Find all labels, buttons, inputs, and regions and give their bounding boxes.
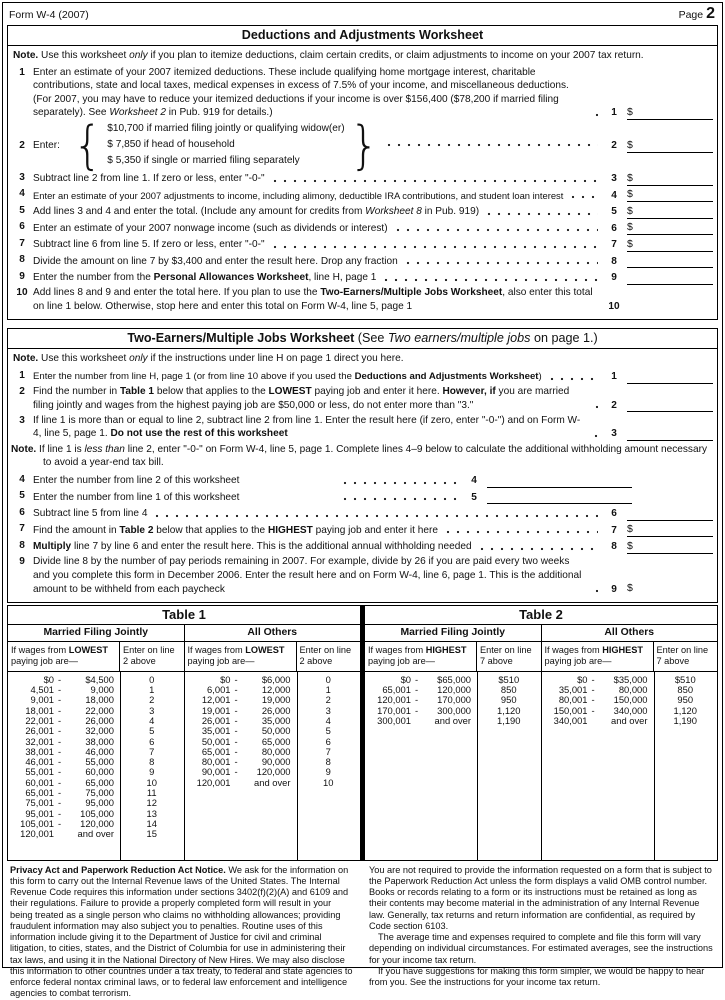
enter-column-header: Enter on line 2 above bbox=[123, 644, 175, 666]
ws2-line-3-entry[interactable] bbox=[627, 426, 713, 441]
page-header bbox=[6, 5, 719, 25]
wages-column-header: If wages from LOWEST paying job are— bbox=[8, 642, 120, 671]
table-2-mfj-header: Married Filing Jointly bbox=[365, 625, 542, 641]
table-row: 300,001 and over 1,190 bbox=[377, 714, 521, 726]
table-row: $0 - $6,000 0 bbox=[220, 673, 331, 685]
deductions-worksheet-title: Deductions and Adjustments Worksheet bbox=[8, 26, 717, 46]
dot-leader bbox=[477, 547, 598, 551]
ws2-line-8-entry[interactable]: $ bbox=[627, 539, 713, 554]
ws1-line-7-entry[interactable]: $ bbox=[627, 237, 713, 252]
table-row: 6,001 - 12,000 1 bbox=[207, 684, 331, 696]
ws1-line-3-entry[interactable]: $ bbox=[627, 171, 713, 186]
left-brace: { bbox=[73, 114, 103, 175]
deductions-note: Note. Use this worksheet only if you plan to itemize deductions, claim certain credits, or claim adjustments to income on your 2007 tax return. bbox=[13, 50, 644, 61]
dot-leader bbox=[591, 434, 598, 438]
ws2-line-4: 4 Enter the number from line 2 of this worksheet 4 bbox=[11, 473, 713, 488]
wages-column-header: If wages from HIGHEST paying job are— bbox=[542, 642, 654, 671]
two-earners-worksheet-title: Two-Earners/Multiple Jobs Worksheet (See Two earners/multiple jobs on page 1.) bbox=[8, 329, 717, 349]
ws1-line-7: 7 Subtract line 6 from line 5. If zero or less, enter "-0-" 7 $ bbox=[11, 237, 713, 252]
form-page bbox=[2, 2, 723, 999]
table-1-mfj bbox=[8, 642, 185, 860]
footer-notices bbox=[6, 861, 719, 1000]
table-row: 38,001 - 46,000 7 bbox=[25, 745, 155, 757]
table-row: 95,001 - 105,000 13 bbox=[25, 807, 157, 819]
dot-leader bbox=[270, 245, 598, 249]
dot-leader bbox=[384, 143, 598, 147]
wages-column-header: If wages from LOWEST paying job are— bbox=[185, 642, 297, 671]
page-indicator bbox=[679, 5, 715, 23]
table-2 bbox=[365, 606, 717, 860]
dot-leader bbox=[393, 228, 598, 232]
table-1-mfj-header: Married Filing Jointly bbox=[8, 625, 185, 641]
table-row: 22,001 - 26,000 4 bbox=[25, 714, 155, 726]
ws2-line-8: 8 Multiply line 7 by line 6 and enter the result here. This is the additional annual withholding needed 8 $ bbox=[11, 539, 713, 554]
table-row: 340,001 and over 1,190 bbox=[553, 714, 697, 726]
dot-leader bbox=[484, 212, 598, 216]
dot-leader bbox=[592, 589, 598, 593]
table-row: 26,001 - 35,000 4 bbox=[201, 714, 331, 726]
table-2-others bbox=[542, 642, 718, 860]
table-row: $0 - $65,000 $510 bbox=[400, 673, 520, 685]
ws1-line-6: 6 Enter an estimate of your 2007 nonwage income (such as dividends or interest) 6 $ bbox=[11, 220, 713, 235]
ws2-line-4-entry[interactable] bbox=[487, 473, 632, 488]
table-row: 65,001 - 80,000 7 bbox=[201, 745, 331, 757]
table-row: 80,001 - 90,000 8 bbox=[201, 756, 331, 768]
two-earners-worksheet bbox=[7, 328, 718, 603]
ws1-line-2-options: $10,700 if married filing jointly or qualifying widow(er) $ 7,850 if head of household $ 5,350 if single or married filing separately bbox=[107, 123, 345, 167]
enter-column-header: Enter on line 7 above bbox=[480, 644, 532, 666]
table-row: 55,001 - 60,000 9 bbox=[25, 766, 155, 778]
dot-leader bbox=[270, 179, 598, 183]
ws2-line-2: 2 Find the number in Table 1 below that applies to the LOWEST paying job and enter it here. However, if you are married filing jointly and wages from the highest paying job are $50,000 or less, do not enter more than "3." 2 bbox=[11, 385, 713, 412]
ws1-line-6-entry[interactable]: $ bbox=[627, 220, 713, 235]
dot-leader bbox=[381, 278, 598, 282]
ws2-line-9: 9 Divide line 8 by the number of pay periods remaining in 2007. For example, divide by 26 if you are paid every two weeks and you complete this form in December 2006. Enter the result here and on Form W-4, line 6, page 1. This is the additional amount to be withheld from each paycheck 9 $ bbox=[11, 555, 713, 596]
table-row: 150,001 - 340,000 1,120 bbox=[553, 704, 697, 716]
ws1-line-9: 9 Enter the number from the Personal Allowances Worksheet, line H, page 1 9 bbox=[11, 270, 713, 285]
dot-leader bbox=[592, 405, 598, 409]
ws2-line-1: 1 Enter the number from line H, page 1 (or from line 10 above if you used the Deductions and Adjustments Worksheet) 1 bbox=[11, 369, 713, 384]
ws1-line-9-entry[interactable] bbox=[627, 270, 713, 285]
dot-leader bbox=[340, 481, 458, 485]
dot-leader bbox=[568, 195, 598, 199]
page-word: Page bbox=[678, 9, 704, 21]
table-row: 9,001 - 18,000 2 bbox=[30, 694, 155, 706]
right-brace: } bbox=[349, 114, 379, 175]
dot-leader bbox=[403, 261, 598, 265]
table-row: $0 - $4,500 0 bbox=[43, 673, 155, 685]
ws2-line-7-entry[interactable]: $ bbox=[627, 522, 713, 537]
table-row: 120,001 and over 10 bbox=[196, 776, 334, 788]
ws1-line-8: 8 Divide the amount on line 7 by $3,400 and enter the result here. Drop any fraction 8 bbox=[11, 253, 713, 268]
ws2-line-1-entry[interactable] bbox=[627, 369, 713, 384]
ws1-line-1-entry[interactable]: $ bbox=[627, 105, 713, 120]
table-row: 90,001 - 120,000 9 bbox=[201, 766, 331, 778]
ws2-line-6-entry[interactable] bbox=[627, 506, 713, 521]
table-row: 120,001 and over 15 bbox=[20, 828, 157, 840]
two-earners-note: Note. Use this worksheet only if the instructions under line H on page 1 direct you here. bbox=[13, 353, 404, 365]
table-row: 65,001 - 120,000 850 bbox=[382, 684, 517, 696]
table-1-others bbox=[185, 642, 361, 860]
table-row: 19,001 - 26,000 3 bbox=[201, 704, 331, 716]
page-number: 2 bbox=[706, 5, 715, 22]
table-row: 60,001 - 65,000 10 bbox=[25, 776, 157, 788]
ws1-line-2-entry[interactable]: $ bbox=[627, 138, 713, 153]
table-row: 4,501 - 9,000 1 bbox=[30, 684, 155, 696]
table-row: 26,001 - 32,000 5 bbox=[25, 725, 155, 737]
enter-column-header: Enter on line 7 above bbox=[656, 644, 709, 666]
enter-column-header: Enter on line 2 above bbox=[299, 644, 352, 666]
table-1-others-header: All Others bbox=[247, 626, 298, 638]
ws1-line-8-entry[interactable] bbox=[627, 253, 713, 268]
ws1-line-10: 10 Add lines 8 and 9 and enter the total here. If you plan to use the Two-Earners/Multiple Jobs Worksheet, also enter this total on line 1 below. Otherwise, stop here and enter this total on Form W-4, line 5, page 1 10 bbox=[11, 286, 713, 313]
table-row: 120,001 - 170,000 950 bbox=[377, 694, 517, 706]
ws2-line-5-entry[interactable] bbox=[487, 489, 632, 504]
table-1-title: Table 1 bbox=[8, 606, 360, 625]
tables-section bbox=[7, 605, 718, 861]
two-earners-note-2: Note. If line 1 is less than line 2, enter "-0-" on Form W-4, line 5, page 1. Complete lines 4–9 below to calculate the additional withholding amount necessary to avoid a year-end tax bill. bbox=[11, 444, 707, 469]
table-2-mfj bbox=[365, 642, 542, 860]
ws1-line-3: 3 Subtract line 2 from line 1. If zero or less, enter "-0-" 3 $ bbox=[11, 171, 713, 186]
privacy-act-notice: Privacy Act and Paperwork Reduction Act Notice. We ask for the information on this form to carry out the Internal Revenue laws of the United States. The Internal Revenue Code requires this information under sections 3402(f)(2)(A) and 6109 and their regulations. Failure to provide a properly completed form will result in your being treated as a single person who claims no withholding allowances; providing fraudulent information may also subject you to penalties. Routine uses of this information include giving it to the Department of Justice for civil and criminal litigation, to cities, states, and the District of Columbia for use in administering their tax laws, and using it in the National Directory of New Hires. We may also disclose this information to other countries under a tax treaty, to federal and state agencies to enforce federal nontax criminal laws, or to federal law enforcement and intelligence agencies to combat terrorism. bbox=[10, 864, 353, 999]
wages-column-header: If wages from HIGHEST paying job are— bbox=[365, 642, 477, 671]
table-row: 35,001 - 80,000 850 bbox=[558, 684, 694, 696]
dot-leader bbox=[340, 497, 458, 501]
table-row: 35,001 - 50,000 5 bbox=[201, 725, 331, 737]
dot-leader bbox=[443, 530, 598, 534]
ws2-line-3: 3 If line 1 is more than or equal to line 2, subtract line 2 from line 1. Enter the result here (if zero, enter "-0-") and on Form W-4, line 5, page 1. Do not use the rest of this worksheet 3 bbox=[11, 414, 713, 441]
table-row: 50,001 - 65,000 6 bbox=[201, 735, 331, 747]
table-1 bbox=[8, 606, 360, 860]
table-row: 170,001 - 300,000 1,120 bbox=[377, 704, 521, 716]
dot-leader bbox=[547, 377, 598, 381]
ws1-line-1: 1 Enter an estimate of your 2007 itemized deductions. These include qualifying home mortgage interest, charitable contributions, state and local taxes, medical expenses in excess of 7.5% of your income, and miscellaneous deductions. (For 2007, you may have to reduce your itemized deductions if your income is over $156,400 ($78,200 if married filing separately). See Worksheet 2 in Pub. 919 for details.) 1 $ bbox=[11, 66, 713, 120]
dot-leader bbox=[152, 514, 598, 518]
ws2-line-7: 7 Find the amount in Table 2 below that applies to the HIGHEST paying job and enter it here 7 $ bbox=[11, 522, 713, 537]
form-id: Form W-4 (2007) bbox=[9, 9, 89, 21]
dot-leader bbox=[592, 113, 598, 117]
ws1-line-2: 2 Enter: { $10,700 if married filing jointly or qualifying widow(er) $ 7,850 if head of household $ 5,350 if single or married filing separately } 2 $ bbox=[11, 121, 713, 169]
table-2-title: Table 2 bbox=[365, 606, 717, 625]
table-row: 46,001 - 55,000 8 bbox=[25, 756, 155, 768]
table-row: 65,001 - 75,000 11 bbox=[25, 786, 157, 798]
paperwork-reduction-notice: You are not required to provide the information requested on a form that is subject to the Paperwork Reduction Act unless the form displays a valid OMB control number. Books or records relating to a form or its instructions must be retained as long as their contents may become material in the administration of any Internal Revenue law. Generally, tax returns and return information are confidential, as required by Code section 6103. The average time and expenses required to complete and file this form will vary depending on individual circumstances. For estimated averages, see the instructions for your income tax return. If you have suggestions for making this form simpler, we would be happy to hear from you. See the instructions for your income tax return. bbox=[369, 864, 713, 988]
table-2-others-header: All Others bbox=[604, 626, 655, 638]
table-row: 32,001 - 38,000 6 bbox=[25, 735, 155, 747]
ws2-line-5: 5 Enter the number from line 1 of this worksheet 5 bbox=[11, 489, 713, 504]
ws1-line-5-entry[interactable]: $ bbox=[627, 204, 713, 219]
ws1-line-5: 5 Add lines 3 and 4 and enter the total. (Include any amount for credits from Worksheet 8 in Pub. 919) 5 $ bbox=[11, 204, 713, 219]
table-row: 18,001 - 22,000 3 bbox=[25, 704, 155, 716]
table-row: 105,001 - 120,000 14 bbox=[20, 817, 157, 829]
deductions-worksheet bbox=[7, 25, 718, 320]
table-row: 80,001 - 150,000 950 bbox=[558, 694, 694, 706]
ws2-line-6: 6 Subtract line 5 from line 4 6 bbox=[11, 506, 713, 521]
table-row: $0 - $35,000 $510 bbox=[577, 673, 696, 685]
table-row: 12,001 - 19,000 2 bbox=[201, 694, 331, 706]
table-row: 75,001 - 95,000 12 bbox=[25, 797, 157, 809]
ws1-line-4: 4 Enter an estimate of your 2007 adjustments to income, including alimony, deductible IRA contributions, and student loan interest 4 $ bbox=[11, 187, 713, 202]
ws1-line-4-entry[interactable]: $ bbox=[627, 187, 713, 202]
ws2-line-2-entry[interactable] bbox=[627, 397, 713, 412]
ws1-line-10-entry[interactable] bbox=[627, 299, 713, 314]
ws2-line-9-entry[interactable]: $ bbox=[627, 582, 633, 595]
